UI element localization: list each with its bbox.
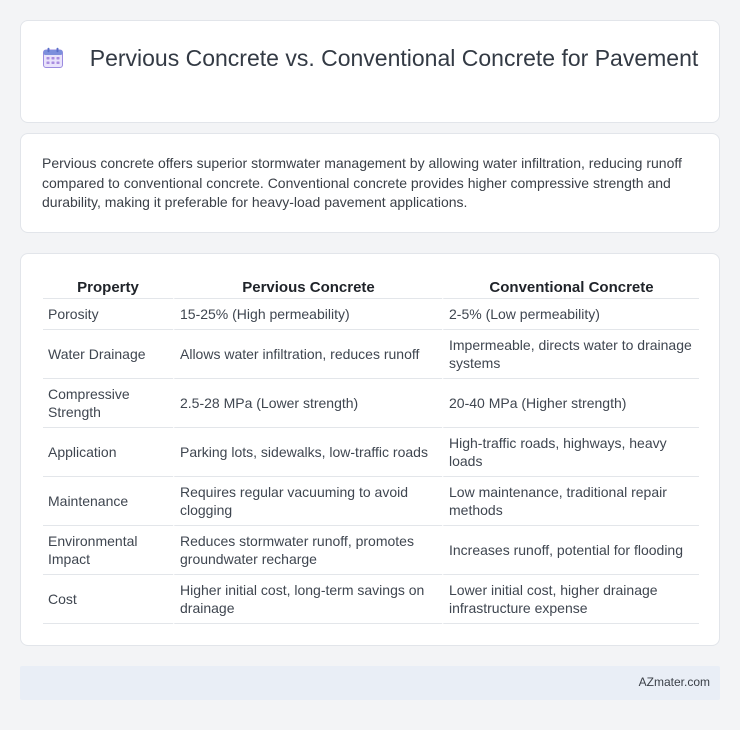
- header-property: Property: [43, 274, 173, 299]
- header-pervious-concrete: Pervious Concrete: [173, 274, 442, 299]
- title-card: [20, 20, 720, 123]
- table-cell-conventional: Impermeable, directs water to drainage systems: [442, 330, 699, 379]
- table-header-row: [43, 274, 699, 299]
- page-title-text: Pervious Concrete vs. Conventional Concrete for Pavement: [89, 45, 699, 71]
- table-cell-pervious: Parking lots, sidewalks, low-traffic roads: [173, 428, 442, 477]
- table-cell-pervious: Allows water infiltration, reduces runoff: [173, 330, 442, 379]
- table-row: [43, 330, 699, 379]
- table-cell-pervious: Reduces stormwater runoff, promotes groundwater recharge: [173, 526, 442, 575]
- summary-card: [20, 133, 720, 233]
- table-row: [43, 379, 699, 428]
- page-title: [21, 44, 719, 73]
- comparison-table: [43, 274, 699, 624]
- table-cell-property: Water Drainage: [43, 330, 173, 379]
- table-cell-pervious: 15-25% (High permeability): [173, 299, 442, 330]
- table-row: [43, 575, 699, 624]
- table-cell-conventional: High-traffic roads, highways, heavy loads: [442, 428, 699, 477]
- table-cell-pervious: Requires regular vacuuming to avoid clogging: [173, 477, 442, 526]
- table-cell-property: Maintenance: [43, 477, 173, 526]
- table-cell-property: Environmental Impact: [43, 526, 173, 575]
- table-cell-conventional: Increases runoff, potential for flooding: [442, 526, 699, 575]
- table-cell-property: Application: [43, 428, 173, 477]
- table-cell-conventional: Low maintenance, traditional repair methods: [442, 477, 699, 526]
- calendar-icon: [42, 47, 64, 69]
- table-row: [43, 428, 699, 477]
- table-cell-property: Porosity: [43, 299, 173, 330]
- table-cell-property: Cost: [43, 575, 173, 624]
- table-cell-conventional: Lower initial cost, higher drainage infrastructure expense: [442, 575, 699, 624]
- comparison-table-card: [20, 253, 720, 646]
- summary-text: Pervious concrete offers superior stormwater management by allowing water infiltration, reducing runoff compared to conventional concrete. Conventional concrete provides higher compressive strength and durability, making it preferable for heavy-load pavement applications.: [42, 155, 682, 210]
- table-row: [43, 526, 699, 575]
- table-cell-property: Compressive Strength: [43, 379, 173, 428]
- footer-bar: [20, 666, 720, 700]
- table-cell-pervious: 2.5-28 MPa (Lower strength): [173, 379, 442, 428]
- table-cell-conventional: 2-5% (Low permeability): [442, 299, 699, 330]
- footer-brand: AZmater.com: [638, 675, 710, 689]
- header-conventional-concrete: Conventional Concrete: [442, 274, 699, 299]
- table-cell-pervious: Higher initial cost, long-term savings on drainage: [173, 575, 442, 624]
- table-cell-conventional: 20-40 MPa (Higher strength): [442, 379, 699, 428]
- table-row: [43, 477, 699, 526]
- table-row: [43, 299, 699, 330]
